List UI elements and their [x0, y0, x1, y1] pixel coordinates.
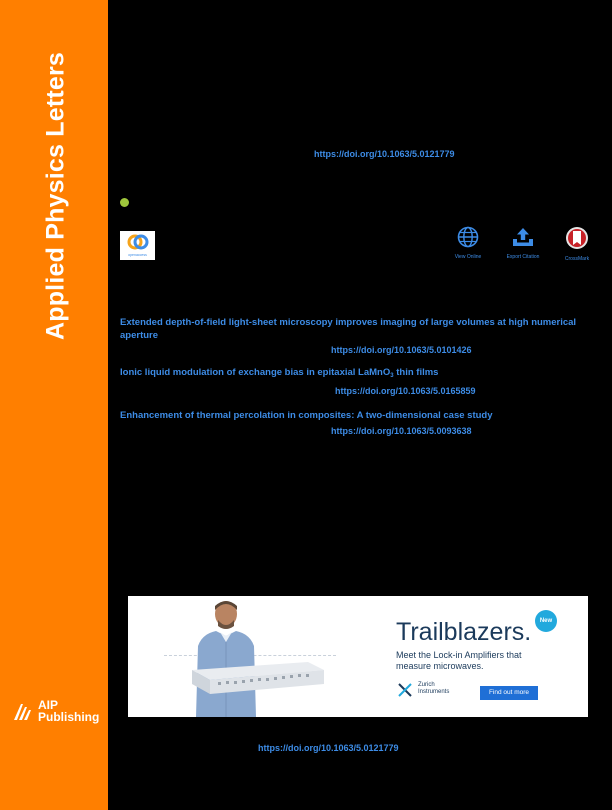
company-name	[418, 682, 449, 696]
footer-doi-link[interactable]: https://doi.org/10.1063/5.0121779	[258, 743, 399, 753]
export-citation-button[interactable]	[503, 226, 543, 260]
formula-subscript: 3	[390, 373, 394, 379]
crossmark-button[interactable]	[557, 226, 597, 262]
crossmark-icon	[565, 226, 589, 250]
journal-sidebar	[0, 0, 108, 810]
related-article-title[interactable]: Extended depth-of-field light-sheet microscopy improves imaging of large volumes at high numerical aperture	[120, 317, 577, 341]
advertisement-banner[interactable]	[128, 596, 588, 717]
open-access-icon	[127, 233, 149, 251]
journal-title: Applied Physics Letters	[41, 51, 70, 341]
publisher-line-1: AIP	[38, 698, 59, 712]
related-article-title[interactable]	[120, 366, 590, 379]
view-online-button[interactable]	[448, 226, 488, 260]
lock-in-amplifier-illustration	[188, 660, 328, 696]
person-illustration	[186, 596, 266, 717]
new-badge: New	[535, 610, 557, 632]
find-out-more-button[interactable]: Find out more	[480, 686, 538, 700]
view-online-label: View Online	[454, 254, 482, 260]
open-access-logo	[120, 231, 155, 260]
export-citation-label: Export Citation	[506, 254, 540, 260]
export-icon	[511, 226, 535, 248]
related-article-doi-link[interactable]: https://doi.org/10.1063/5.0101426	[331, 345, 472, 355]
zurich-instruments-icon	[398, 683, 412, 697]
company-name-line-1: Zurich	[418, 682, 435, 688]
related-article-title[interactable]: Enhancement of thermal percolation in composites: A two-dimensional case study	[120, 410, 493, 421]
aip-publishing-logo[interactable]	[12, 698, 104, 728]
aip-logo-icon	[12, 701, 34, 723]
ad-headline: Trailblazers.	[396, 618, 532, 646]
article-doi-link[interactable]: https://doi.org/10.1063/5.0121779	[314, 149, 455, 159]
related-article-title-text: thin films	[393, 367, 439, 378]
globe-icon	[457, 226, 479, 248]
crossmark-label: CrossMark	[564, 256, 590, 262]
related-article-doi-link[interactable]: https://doi.org/10.1063/5.0165859	[335, 386, 476, 396]
open-access-label: openaccess	[128, 253, 147, 257]
status-dot-icon	[120, 198, 129, 207]
related-article-doi-link[interactable]: https://doi.org/10.1063/5.0093638	[331, 426, 472, 436]
publisher-line-2: Publishing	[38, 710, 100, 724]
ad-tagline: Meet the Lock-in Amplifiers that measure microwaves.	[396, 650, 522, 671]
related-article-title-text: Ionic liquid modulation of exchange bias in epitaxial LaMnO	[120, 367, 391, 378]
company-name-line-2: Instruments	[418, 689, 450, 695]
